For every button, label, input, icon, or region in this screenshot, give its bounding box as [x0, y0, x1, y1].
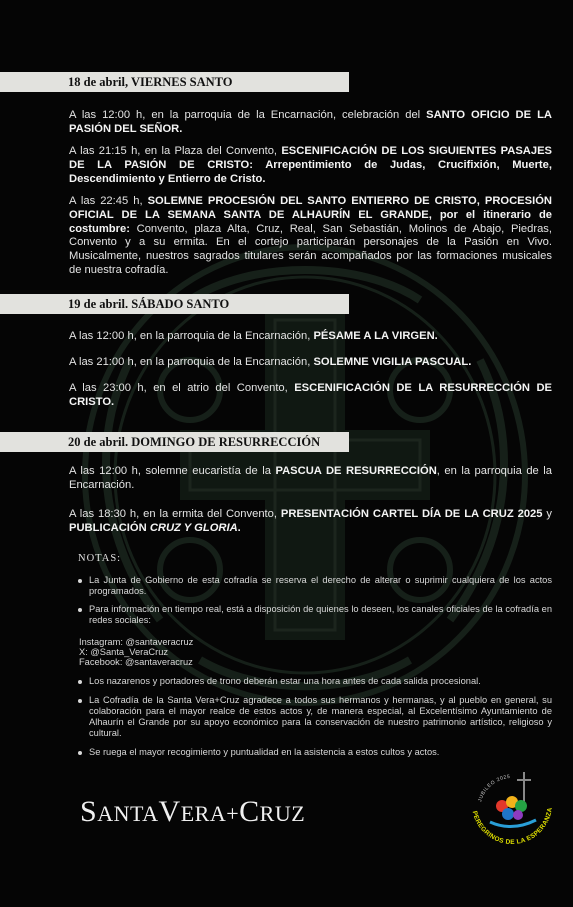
event-text: A las 21:00 h, en la parroquia de la Encarnación, SOLEMNE VIGILIA PASCUAL. [69, 356, 472, 368]
event-text: A las 23:00 h, en el atrio del Convento, ESCENIFICACIÓN DE LA RESURRECCIÓN DE CRISTO. [69, 382, 552, 408]
note-item: Se ruega el mayor recogimiento y puntualidad en la asistencia a estos cultos y actos. [78, 747, 552, 758]
section-header-viernes-santo: 18 de abril, VIERNES SANTO [0, 72, 349, 92]
note-item: Para información en tiempo real, está a disposición de quienes lo deseen, los canales oficiales de la cofradía en redes sociales: [78, 604, 552, 626]
event-text: A las 12:00 h, en la parroquia de la Encarnación, PÉSAME A LA VIRGEN. [69, 330, 438, 342]
event-text: A las 21:15 h, en la Plaza del Convento, ESCENIFICACIÓN DE LOS SIGUIENTES PASAJES DE LA PASIÓN DE CRISTO: Arrepentimiento de Judas, Crucifixión, Muerte, Descendimiento y Entierro de Cristo. [69, 145, 553, 185]
note-item: Los nazarenos y portadores de trono deberán estar una hora antes de cada salida procesional. [78, 676, 552, 687]
svg-text:JUBILEO 2025: JUBILEO 2025 [477, 774, 511, 803]
event-text: A las 18:30 h, en la ermita del Convento, PRESENTACIÓN CARTEL DÍA DE LA CRUZ 2025 y PUBLICACIÓN CRUZ Y GLORIA. [69, 508, 552, 534]
section-header-sabado-santo: 19 de abril. SÁBADO SANTO [0, 294, 349, 314]
bullet-icon [78, 680, 82, 684]
bullet-icon [78, 751, 82, 755]
jubilee-2025-logo [466, 764, 558, 856]
brand-logo-santa-vera-cruz: SANTAVERA+CRUZ [80, 795, 306, 828]
bullet-icon [78, 608, 82, 612]
bullet-icon [78, 579, 82, 583]
event-text: A las 22:45 h, SOLEMNE PROCESIÓN DEL SANTO ENTIERRO DE CRISTO, PROCESIÓN OFICIAL DE LA SEMANA SANTA DE ALHAURÍN EL GRANDE, por el itinerario de costumbre: Convento, plaza Alta, Cruz, Real, San Sebastián, Molinos de Abajo, Piedras, Convento y a su ermita. En el cortejo participarán personajes de la Pasión en Vivo. Musicalmente, nuestros sagrados titulares serán acompañados por las formaciones musicales de nuestra cofradía. [69, 195, 552, 276]
event-text: A las 12:00 h, en la parroquia de la Encarnación, celebración del SANTO OFICIO DE LA PASIÓN DEL SEÑOR. [69, 109, 552, 135]
bullet-icon [78, 699, 82, 703]
social-x: X: @Santa_VeraCruz [79, 647, 169, 657]
social-facebook: Facebook: @santaveracruz [79, 657, 193, 667]
section-header-domingo-resurreccion: 20 de abril. DOMINGO DE RESURRECCIÓN [0, 432, 349, 452]
social-instagram: Instagram: @santaveracruz [79, 637, 194, 647]
note-item: La Cofradía de la Santa Vera+Cruz agradece a todos sus hermanos y hermanas, y al pueblo en general, su colaboración para el mayor realce de estos actos y, de manera especial, al Excelentísimo Ayuntamiento de Alhaurín el Grande por su apoyo económico para la conservación de nuestro patrimonio artístico, religioso y cultural. [78, 695, 552, 739]
notes-title: NOTAS: [78, 553, 122, 564]
note-item: La Junta de Gobierno de esta cofradía se reserva el derecho de alterar o suprimir cualquiera de los actos programados. [78, 575, 552, 597]
event-text: A las 12:00 h, solemne eucaristía de la PASCUA DE RESURRECCIÓN, en la parroquia de la Encarnación. [69, 465, 552, 491]
svg-text:PEREGRINOS DE LA ESPERANZA: PEREGRINOS DE LA ESPERANZA [470, 806, 554, 847]
